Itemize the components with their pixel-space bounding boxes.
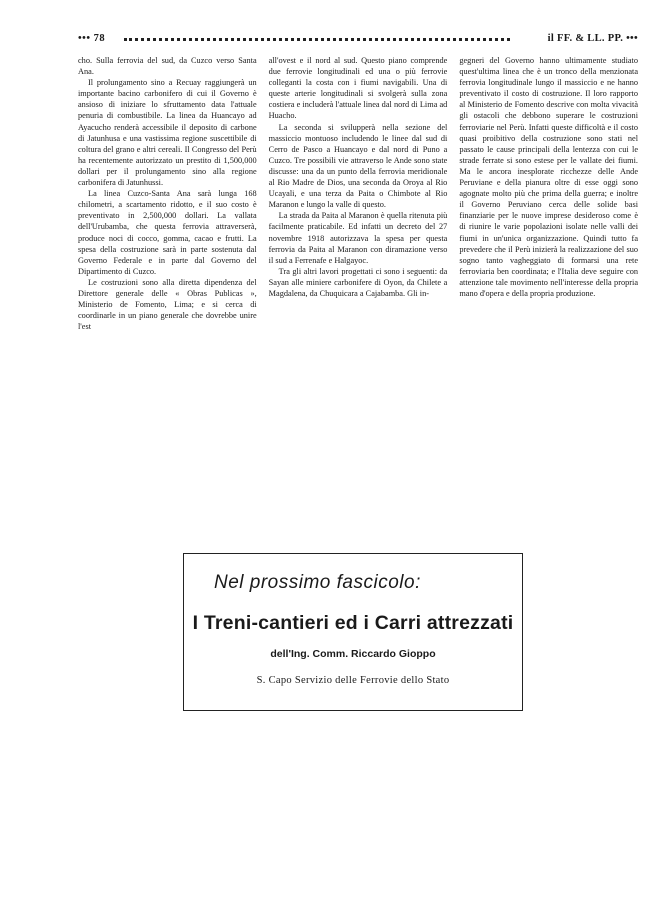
announcement-author: dell'Ing. Comm. Riccardo Gioppo <box>270 648 436 660</box>
next-issue-label: Nel prossimo fascicolo: <box>214 572 421 593</box>
paragraph: gegneri del Governo hanno ultimamente studiato quest'ultima linea che è un tronco della menzionata ferrovia longitudinale lungo il massiccio e ne hanno preventivato il costo di costruzione. Il loro rapporto al Ministerio de Fomento descrive con molta vivacità gli ostacoli che debbono superare le costruzioni ferroviarie nel Perù. Infatti queste difficoltà e il costo quasi proibitivo della costruzione sono stati nel passato le cause principali della lentezza con cui le strade ferrate si sono estese per le vallate dei fiumi. Ma le ancora inesplorate ricchezze delle Ande Peruviane e della pianura oltre di esse oggi sono agognate molto più che prima della guerra; e inoltre il Governo Peruviano cerca delle solide basi finanziarie per le nuove imprese desideroso come è di riunire le varie popolazioni isolate nelle valli dei fiumi in un'unica organizzazione. Quindi tutto fa prevedere che il Perù inizierà la realizzazione del suo sogno tanto vagheggiato di formarsi una rete ferroviaria ben coordinata; e l'Italia deve seguire con attenzione tale movimento nell'interesse della propria mano d'opera e della propria produzione. <box>459 56 639 298</box>
column-2 <box>269 55 448 390</box>
running-header <box>78 33 638 49</box>
paragraph: Il prolungamento sino a Recuay raggiungerà un importante bacino carbonifero di cui il Governo è ansioso di iniziare lo sfruttamento data l'attuale penuria di combustibile. La linea da Huancayo ad Ayacucho renderà accessibile il deposito di carbone di Jatunhusa e una vastissima regione suscettibile di coltura del grano e altri cereali. Il Congresso del Perù ha recentemente autorizzato un prestito di 1,500,000 dollari per il prolungamento sino alla regione carbonifera di Jatunhussi. <box>78 78 257 188</box>
header-dotted-rule <box>124 38 510 41</box>
next-issue-announcement <box>183 553 523 711</box>
paragraph: all'ovest e il nord al sud. Questo piano comprende due ferrovie longitudinali ed una o più ferrovie colleganti la costa con i fiumi navigabili. Una di queste arterie longitudinali si svolgerà sulla zona costiera e includerà l'attuale linea dal nord di Lima ad Huacho. <box>268 56 448 121</box>
column-1 <box>78 55 257 390</box>
paragraph: Le costruzioni sono alla diretta dipendenza del Direttore generale delle « Obras Publicas », Ministerio de Fomento, Lima; e si cerca di coordinarle in un piano generale che dovrebbe unire l'est <box>78 277 257 332</box>
journal-title: il FF. & LL. PP. ••• <box>547 33 638 44</box>
column-3 <box>459 55 638 390</box>
article-columns <box>78 55 638 390</box>
paragraph: La seconda si svilupperà nella sezione del massiccio montuoso includendo le linee dal sud di Cerro de Pasco a Huancayo e dal nord di Puno a Cuzco. Tre possibili vie attraverso le Ande sono state discusse: una da un punto della ferrovia meridionale al Rio Madre de Dios, una seconda da Oroya al Rio Ucayali, e una terza da Paita o Chimbote al Rio Maranon e lungo la valle di questo. <box>268 122 448 210</box>
paragraph: La strada da Paita al Maranon è quella ritenuta più facilmente praticabile. Ed infatti un decreto del 27 novembre 1918 autorizzava la spesa per questa ferrovia da Paita al Maranon con diramazione verso il sud a Ferrenafe e Halgayoc. <box>268 211 448 265</box>
paragraph: La linea Cuzco-Santa Ana sarà lunga 168 chilometri, a scartamento ridotto, e il suo costo è preventivato in 2,500,000 dollari. La vallata dell'Urubamba, che questa ferrovia attraverserà, produce noci di cocco, gomma, cacao e frutti. La spesa della costruzione sarà in parte sostenuta dal Governo Federale e in parte dal Governo del Dipartimento di Cuzco. <box>78 189 257 276</box>
announcement-title: I Treni-cantieri ed i Carri attrezzati <box>192 612 514 634</box>
paragraph: Tra gli altri lavori progettati ci sono i seguenti: da Sayan alle miniere carbonifere di Oyon, da Chilete a Magdalena, da Chuquicara a Cajabamba. Gli in- <box>268 266 448 298</box>
page-number: ••• 78 <box>78 33 106 44</box>
paragraph: cho. Sulla ferrovia del sud, da Cuzco verso Santa Ana. <box>78 56 257 77</box>
announcement-author-role: S. Capo Servizio delle Ferrovie dello Stato <box>256 675 450 686</box>
